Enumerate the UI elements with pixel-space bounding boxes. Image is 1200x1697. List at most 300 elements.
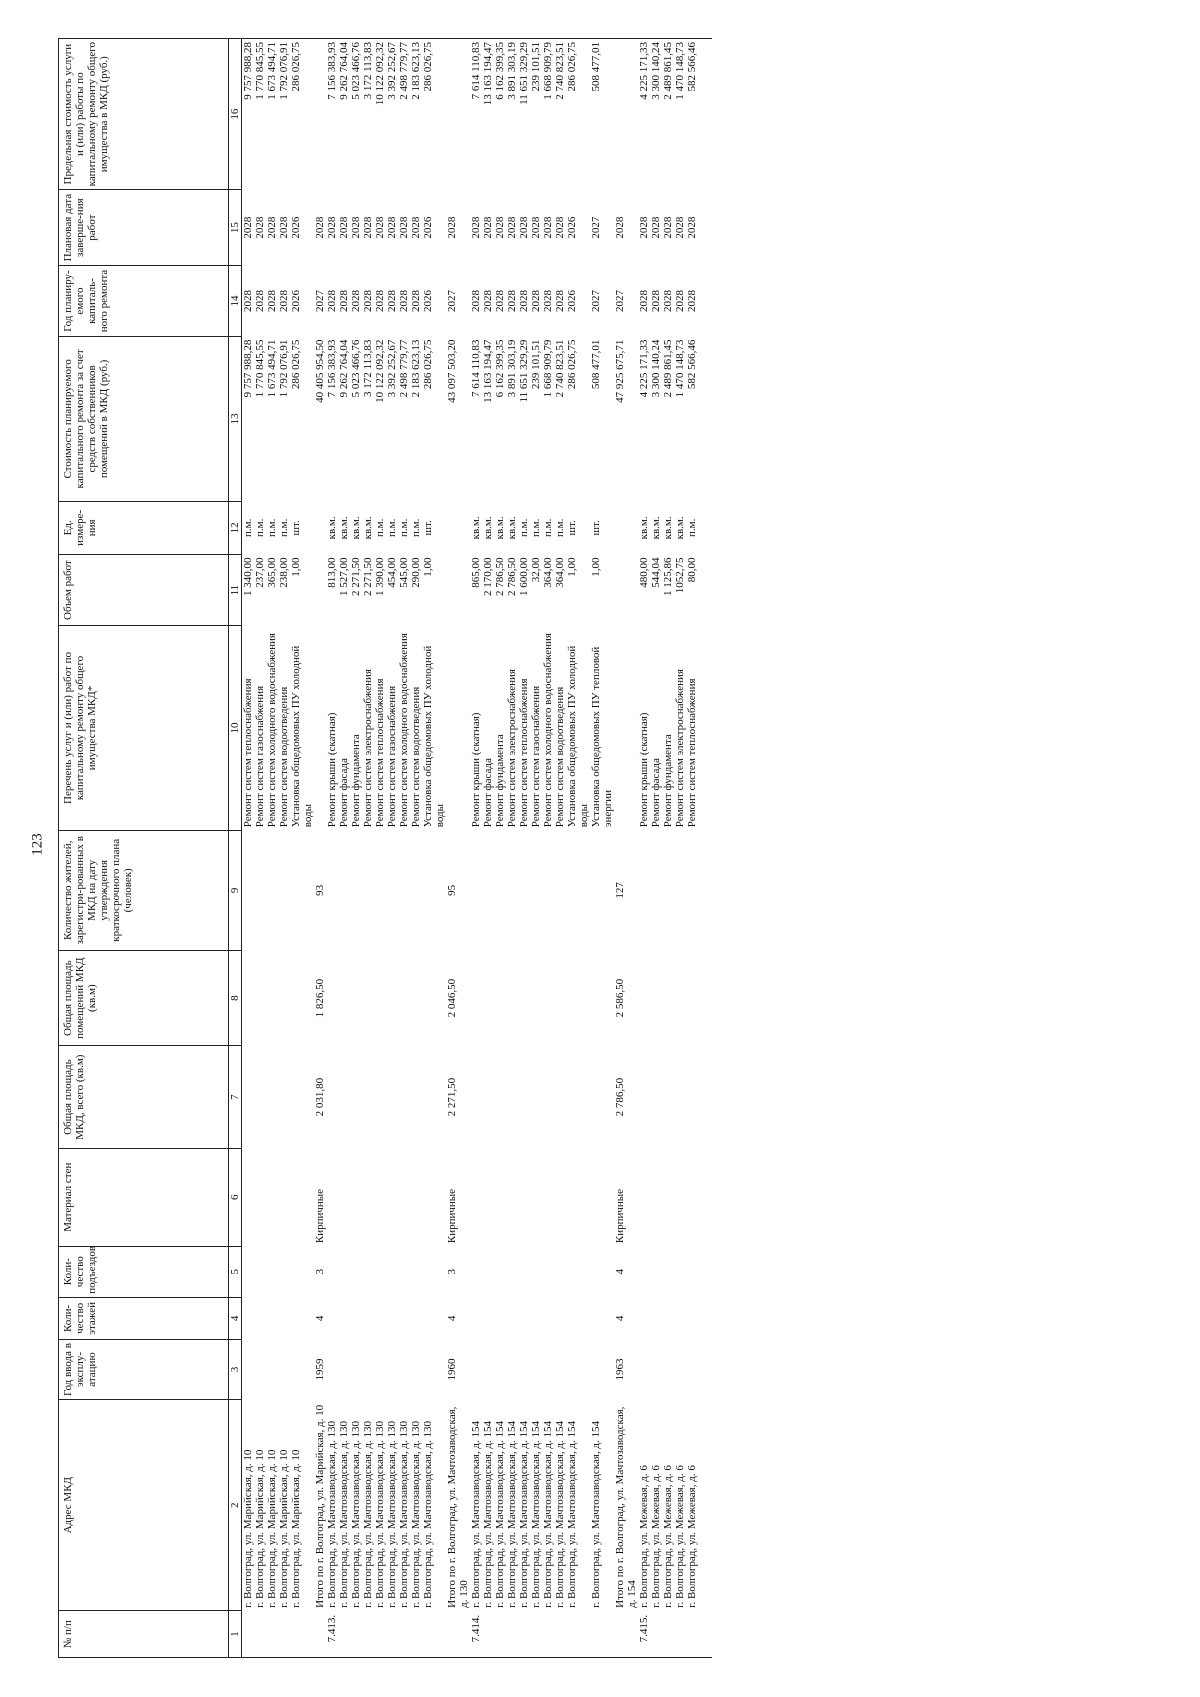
entrances-cell: 4 — [614, 1268, 626, 1275]
max-cost-cell: 9 757 988,28 — [242, 39, 255, 190]
address-cell: г. Волгоград, ул. Мачтозаводская, д. 154 — [518, 1420, 530, 1608]
max-cost-cell: 6 162 399,35 — [494, 39, 506, 190]
work-type-cell: Ремонт систем холодного водоснабжения — [266, 633, 278, 828]
wall-material-cell — [638, 1148, 650, 1246]
premises-area-cell — [542, 950, 554, 1046]
col-header: Коли-чество подъездов — [59, 1246, 229, 1297]
plan-year-cell: 2027 — [614, 290, 626, 313]
year-cell — [290, 1340, 314, 1400]
volume-cell: 1052,75 — [674, 557, 686, 594]
plan-year-cell: 2028 — [278, 290, 290, 313]
table-row — [266, 39, 278, 1658]
total-area-cell — [674, 1046, 686, 1148]
col-header: Ед. измере-ния — [59, 501, 229, 554]
year-cell — [662, 1340, 674, 1400]
work-type-cell: Установка общедомовых ПУ тепловой энергии — [590, 646, 614, 828]
floors-cell — [242, 1297, 255, 1339]
total-area-cell — [266, 1046, 278, 1148]
year-cell — [410, 1340, 422, 1400]
unit-cell: п.м. — [242, 518, 254, 538]
col-header: № п/п — [59, 1611, 229, 1658]
volume-cell: 1,00 — [566, 557, 578, 577]
total-area-cell — [518, 1046, 530, 1148]
col-header: Объем работ — [59, 555, 229, 626]
volume-cell: 1 390,00 — [374, 557, 386, 597]
address-cell: Итого по г. Волгоград, ул. Мачтозаводская, д. 154 — [614, 1406, 638, 1608]
entrances-cell — [374, 1246, 386, 1297]
cost-cell: 286 026,75 — [290, 339, 302, 390]
end-year-cell: 2028 — [638, 216, 650, 239]
max-cost-cell: 1 770 845,55 — [254, 39, 266, 190]
work-type-cell: Ремонт фасада — [650, 758, 662, 828]
row-index — [518, 1611, 530, 1658]
premises-area-cell — [254, 950, 266, 1046]
total-area-cell — [542, 1046, 554, 1148]
residents-cell — [338, 830, 350, 950]
spacer-cell — [698, 39, 712, 190]
residents-cell — [530, 830, 542, 950]
address-cell: г. Волгоград, ул. Межевая, д. 6 — [662, 1465, 674, 1608]
entrances-cell — [518, 1246, 530, 1297]
wall-material-cell — [686, 1148, 698, 1246]
premises-area-cell: 2 046,50 — [446, 978, 458, 1018]
address-cell: г. Волгоград, ул. Мачтозаводская, д. 154 — [554, 1420, 566, 1608]
spacer-cell — [698, 950, 712, 1046]
unit-cell: п.м. — [542, 518, 554, 538]
table-row — [422, 39, 446, 1658]
max-cost-cell: 9 262 764,04 — [338, 39, 350, 190]
floors-cell — [590, 1297, 614, 1339]
wall-material-cell — [422, 1148, 446, 1246]
work-type-cell — [314, 626, 326, 831]
table-row — [650, 39, 662, 1658]
volume-cell: 290,00 — [410, 557, 422, 588]
work-type-cell: Ремонт систем холодного водоснабжения — [542, 633, 554, 828]
wall-material-cell — [410, 1148, 422, 1246]
floors-cell: 4 — [314, 1315, 326, 1322]
plan-year-cell: 2027 — [314, 290, 326, 313]
residents-cell — [506, 830, 518, 950]
volume-cell: 365,00 — [266, 557, 278, 588]
col-header: Материал стен — [59, 1148, 229, 1246]
table-row — [290, 39, 314, 1658]
floors-cell: 4 — [446, 1315, 458, 1322]
max-cost-cell: 5 023 466,76 — [350, 39, 362, 190]
end-year-cell: 2027 — [590, 216, 602, 239]
max-cost-cell: 2 740 823,51 — [554, 39, 566, 190]
entrances-cell — [362, 1246, 374, 1297]
total-area-cell — [650, 1046, 662, 1148]
row-index — [650, 1611, 662, 1658]
plan-year-cell: 2026 — [566, 290, 578, 313]
floors-cell — [278, 1297, 290, 1339]
plan-year-cell: 2026 — [422, 290, 434, 313]
premises-area-cell — [242, 950, 255, 1046]
address-cell: г. Волгоград, ул. Межевая, д. 6 — [674, 1465, 686, 1608]
residents-cell — [566, 830, 590, 950]
volume-cell: 238,00 — [278, 557, 290, 588]
floors-cell — [266, 1297, 278, 1339]
wall-material-cell — [278, 1148, 290, 1246]
address-cell: г. Волгоград, ул. Марийская, д. 10 — [278, 1449, 290, 1608]
volume-cell — [314, 555, 326, 626]
premises-area-cell — [290, 950, 314, 1046]
cost-cell: 239 101,51 — [530, 339, 542, 390]
premises-area-cell — [374, 950, 386, 1046]
floors-cell — [530, 1297, 542, 1339]
work-type-cell: Ремонт систем газоснабжения — [530, 685, 542, 828]
total-area-cell — [590, 1046, 614, 1148]
unit-cell: п.м. — [398, 518, 410, 538]
capital-repair-table — [58, 38, 712, 1658]
wall-material-cell — [266, 1148, 278, 1246]
residents-cell — [662, 830, 674, 950]
address-cell: г. Волгоград, ул. Мачтозаводская, д. 154 — [530, 1420, 542, 1608]
max-cost-cell: 2 489 861,45 — [662, 39, 674, 190]
entrances-cell — [530, 1246, 542, 1297]
premises-area-cell — [386, 950, 398, 1046]
cost-cell: 6 162 399,35 — [494, 339, 506, 398]
year-cell — [422, 1340, 446, 1400]
floors-cell — [398, 1297, 410, 1339]
table-bottom-spacer — [698, 39, 712, 1658]
premises-area-cell — [494, 950, 506, 1046]
entrances-cell — [386, 1246, 398, 1297]
plan-year-cell: 2028 — [638, 290, 650, 313]
max-cost-cell: 508 477,01 — [590, 39, 614, 190]
end-year-cell: 2028 — [314, 216, 326, 239]
total-area-cell — [374, 1046, 386, 1148]
floors-cell — [422, 1297, 446, 1339]
unit-cell: п.м. — [386, 518, 398, 538]
cost-cell: 3 392 252,67 — [386, 339, 398, 398]
wall-material-cell — [542, 1148, 554, 1246]
rotated-page — [58, 38, 1143, 1658]
floors-cell — [482, 1297, 494, 1339]
unit-cell: кв.м. — [650, 516, 662, 540]
residents-cell — [410, 830, 422, 950]
table-row — [254, 39, 266, 1658]
year-cell — [278, 1340, 290, 1400]
max-cost-cell — [614, 39, 638, 190]
work-type-cell: Ремонт систем газоснабжения — [386, 685, 398, 828]
premises-area-cell — [686, 950, 698, 1046]
entrances-cell — [494, 1246, 506, 1297]
residents-cell — [650, 830, 662, 950]
row-index — [494, 1611, 506, 1658]
plan-year-cell: 2028 — [350, 290, 362, 313]
end-year-cell: 2028 — [266, 216, 278, 239]
cost-cell: 1 770 845,55 — [254, 339, 266, 398]
year-cell — [326, 1340, 338, 1400]
work-type-cell: Ремонт крыши (скатная) — [326, 712, 338, 828]
work-type-cell: Ремонт систем газоснабжения — [254, 685, 266, 828]
col-number: 13 — [229, 337, 242, 502]
floors-cell — [326, 1297, 338, 1339]
spacer-cell — [698, 1340, 712, 1400]
wall-material-cell — [326, 1148, 338, 1246]
row-index — [374, 1611, 386, 1658]
address-cell: г. Волгоград, ул. Мачтозаводская, д. 154 — [470, 1420, 482, 1608]
row-index — [446, 1611, 470, 1658]
col-number: 7 — [229, 1046, 242, 1148]
cost-cell: 2 183 623,13 — [410, 339, 422, 398]
end-year-cell: 2028 — [326, 216, 338, 239]
col-number: 10 — [229, 626, 242, 831]
work-type-cell: Ремонт систем водоотведения — [554, 686, 566, 828]
total-area-cell — [422, 1046, 446, 1148]
volume-cell: 2 271,50 — [362, 557, 374, 597]
unit-cell: шт. — [290, 520, 302, 536]
col-number: 1 — [229, 1611, 242, 1658]
wall-material-cell — [518, 1148, 530, 1246]
volume-cell: 1 527,00 — [338, 557, 350, 597]
entrances-cell: 3 — [446, 1268, 458, 1275]
total-area-cell — [530, 1046, 542, 1148]
year-cell — [566, 1340, 590, 1400]
floors-cell — [506, 1297, 518, 1339]
unit-cell: шт. — [566, 520, 578, 536]
year-cell — [254, 1340, 266, 1400]
year-cell — [242, 1340, 255, 1400]
cost-cell: 2 740 823,51 — [554, 339, 566, 398]
work-type-cell: Ремонт систем электроснабжения — [506, 669, 518, 828]
table-row — [638, 39, 650, 1658]
wall-material-cell — [494, 1148, 506, 1246]
plan-year-cell: 2027 — [446, 290, 458, 313]
residents-cell — [686, 830, 698, 950]
row-index: 7.414. — [470, 1611, 482, 1658]
address-cell: г. Волгоград, ул. Межевая, д. 6 — [638, 1465, 650, 1608]
row-index — [386, 1611, 398, 1658]
row-index — [530, 1611, 542, 1658]
unit-cell: кв.м. — [638, 516, 650, 540]
end-year-cell: 2028 — [554, 216, 566, 239]
max-cost-cell: 1 792 076,91 — [278, 39, 290, 190]
premises-area-cell — [554, 950, 566, 1046]
premises-area-cell: 2 586,50 — [614, 978, 626, 1018]
work-type-cell: Ремонт систем теплоснабжения — [242, 678, 254, 828]
col-number: 3 — [229, 1340, 242, 1400]
col-number: 9 — [229, 830, 242, 950]
year-cell — [554, 1340, 566, 1400]
wall-material-cell — [590, 1148, 614, 1246]
total-area-cell — [290, 1046, 314, 1148]
col-number: 8 — [229, 950, 242, 1046]
volume-cell: 32,00 — [530, 557, 542, 583]
residents-cell — [542, 830, 554, 950]
cost-cell: 40 405 954,50 — [314, 339, 326, 403]
col-header: Адрес МКД — [59, 1400, 229, 1611]
column-number-row — [229, 39, 242, 1658]
total-area-cell: 2 031,80 — [314, 1077, 326, 1117]
row-index — [254, 1611, 266, 1658]
volume-cell: 364,00 — [554, 557, 566, 588]
total-area-cell — [326, 1046, 338, 1148]
cost-cell: 4 225 171,33 — [638, 339, 650, 398]
address-cell: г. Волгоград, ул. Мачтозаводская, д. 130 — [362, 1420, 374, 1608]
plan-year-cell: 2028 — [362, 290, 374, 313]
address-cell: г. Волгоград, ул. Марийская, д. 10 — [254, 1449, 266, 1608]
unit-cell: п.м. — [266, 518, 278, 538]
entrances-cell — [242, 1246, 255, 1297]
row-index — [338, 1611, 350, 1658]
residents-cell — [422, 830, 446, 950]
work-type-cell: Ремонт крыши (скатная) — [470, 712, 482, 828]
total-area-cell — [398, 1046, 410, 1148]
table-row — [326, 39, 338, 1658]
total-row — [614, 39, 638, 1658]
floors-cell — [338, 1297, 350, 1339]
volume-cell: 1,00 — [590, 557, 602, 577]
wall-material-cell: Кирпичные — [314, 1188, 326, 1244]
col-number: 4 — [229, 1297, 242, 1339]
floors-cell — [374, 1297, 386, 1339]
entrances-cell — [482, 1246, 494, 1297]
end-year-cell: 2028 — [470, 216, 482, 239]
max-cost-cell: 7 156 383,93 — [326, 39, 338, 190]
volume-cell: 544,04 — [650, 557, 662, 588]
wall-material-cell — [506, 1148, 518, 1246]
cost-cell: 3 172 113,83 — [362, 339, 374, 397]
unit-cell: п.м. — [278, 518, 290, 538]
col-header: Общая площадь помещений МКД (кв.м) — [59, 950, 229, 1046]
floors-cell — [542, 1297, 554, 1339]
cost-cell: 13 163 194,47 — [482, 339, 494, 403]
volume-cell: 1 125,86 — [662, 557, 674, 597]
address-cell: г. Волгоград, ул. Марийская, д. 10 — [290, 1449, 302, 1608]
plan-year-cell: 2028 — [674, 290, 686, 313]
table-row — [386, 39, 398, 1658]
row-index — [686, 1611, 698, 1658]
premises-area-cell — [398, 950, 410, 1046]
row-index — [554, 1611, 566, 1658]
entrances-cell — [542, 1246, 554, 1297]
address-cell: г. Волгоград, ул. Мачтозаводская, д. 154 — [590, 1420, 602, 1608]
volume-cell: 2 271,50 — [350, 557, 362, 597]
address-cell: г. Волгоград, ул. Мачтозаводская, д. 130 — [386, 1420, 398, 1608]
residents-cell — [386, 830, 398, 950]
cost-cell: 286 026,75 — [566, 339, 578, 390]
total-area-cell — [638, 1046, 650, 1148]
plan-year-cell: 2028 — [254, 290, 266, 313]
end-year-cell: 2028 — [518, 216, 530, 239]
residents-cell — [674, 830, 686, 950]
residents-cell — [374, 830, 386, 950]
residents-cell — [494, 830, 506, 950]
max-cost-cell: 10 122 092,32 — [374, 39, 386, 190]
year-cell — [338, 1340, 350, 1400]
unit-cell: кв.м. — [482, 516, 494, 540]
entrances-cell — [686, 1246, 698, 1297]
max-cost-cell: 1 668 909,79 — [542, 39, 554, 190]
cost-cell: 5 023 466,76 — [350, 339, 362, 398]
col-number: 5 — [229, 1246, 242, 1297]
end-year-cell: 2028 — [530, 216, 542, 239]
unit-cell: кв.м. — [662, 516, 674, 540]
end-year-cell: 2028 — [686, 216, 698, 239]
volume-cell: 480,00 — [638, 557, 650, 588]
end-year-cell: 2028 — [674, 216, 686, 239]
row-index: 7.413. — [326, 1611, 338, 1658]
table-row — [242, 39, 255, 1658]
residents-cell — [290, 830, 314, 950]
cost-cell: 7 156 383,93 — [326, 339, 338, 398]
unit-cell: кв.м. — [674, 516, 686, 540]
max-cost-cell: 11 651 329,29 — [518, 39, 530, 190]
entrances-cell — [566, 1246, 590, 1297]
volume-cell — [446, 555, 470, 626]
table-row — [506, 39, 518, 1658]
address-cell: Итого по г. Волгоград, ул. Марийская, д. 10 — [314, 1404, 326, 1608]
cost-cell: 9 757 988,28 — [242, 339, 254, 398]
entrances-cell — [662, 1246, 674, 1297]
wall-material-cell — [398, 1148, 410, 1246]
floors-cell — [494, 1297, 506, 1339]
work-type-cell: Установка общедомовых ПУ холодной воды — [422, 645, 446, 828]
col-header: Предельная стоимость услуги и (или) работы по капитальному ремонту общего имущества в МКД (руб.) — [59, 39, 229, 190]
plan-year-cell: 2028 — [530, 290, 542, 313]
row-index: 7.415. — [638, 1611, 650, 1658]
total-area-cell — [410, 1046, 422, 1148]
table-row — [278, 39, 290, 1658]
cost-cell: 2 498 779,77 — [398, 339, 410, 398]
floors-cell — [566, 1297, 590, 1339]
plan-year-cell: 2028 — [410, 290, 422, 313]
premises-area-cell — [482, 950, 494, 1046]
address-cell: г. Волгоград, ул. Мачтозаводская, д. 130 — [374, 1420, 386, 1608]
row-index — [278, 1611, 290, 1658]
max-cost-cell: 13 163 194,47 — [482, 39, 494, 190]
floors-cell — [350, 1297, 362, 1339]
row-index — [566, 1611, 590, 1658]
unit-cell: кв.м. — [470, 516, 482, 540]
total-area-cell — [338, 1046, 350, 1148]
residents-cell — [518, 830, 530, 950]
address-cell: г. Волгоград, ул. Мачтозаводская, д. 130 — [398, 1420, 410, 1608]
end-year-cell: 2028 — [410, 216, 422, 239]
col-number: 6 — [229, 1148, 242, 1246]
unit-cell: шт. — [590, 520, 602, 536]
floors-cell — [410, 1297, 422, 1339]
end-year-cell: 2028 — [614, 216, 626, 239]
end-year-cell: 2028 — [374, 216, 386, 239]
table-row — [410, 39, 422, 1658]
entrances-cell — [326, 1246, 338, 1297]
floors-cell — [386, 1297, 398, 1339]
max-cost-cell: 582 566,46 — [686, 39, 698, 190]
residents-cell — [350, 830, 362, 950]
address-cell: г. Волгоград, ул. Мачтозаводская, д. 154 — [542, 1420, 554, 1608]
plan-year-cell: 2028 — [374, 290, 386, 313]
total-area-cell — [362, 1046, 374, 1148]
end-year-cell: 2028 — [494, 216, 506, 239]
total-area-cell — [350, 1046, 362, 1148]
total-area-cell — [278, 1046, 290, 1148]
address-cell: г. Волгоград, ул. Мачтозаводская, д. 154 — [566, 1420, 578, 1608]
col-number: 11 — [229, 555, 242, 626]
residents-cell — [266, 830, 278, 950]
work-type-cell — [446, 626, 470, 831]
spacer-cell — [698, 337, 712, 502]
row-index — [362, 1611, 374, 1658]
row-index — [398, 1611, 410, 1658]
max-cost-cell — [446, 39, 470, 190]
volume-cell: 813,00 — [326, 557, 338, 588]
wall-material-cell — [254, 1148, 266, 1246]
total-area-cell — [506, 1046, 518, 1148]
col-header: Год планиру-емого капиталь-ного ремонта — [59, 265, 229, 336]
